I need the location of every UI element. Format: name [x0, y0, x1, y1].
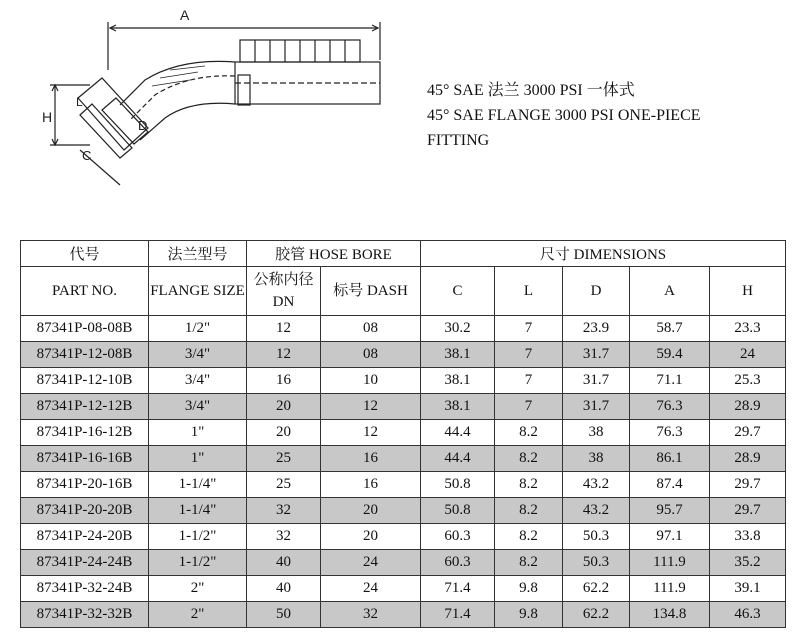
- cell-a: 59.4: [630, 342, 710, 368]
- cell-c: 71.4: [421, 576, 495, 602]
- cell-l: 7: [495, 368, 563, 394]
- label-d: D: [138, 118, 148, 133]
- cell-part-no: 87341P-16-16B: [21, 446, 149, 472]
- table-row: [21, 394, 786, 420]
- cell-l: 7: [495, 394, 563, 420]
- cell-h: 33.8: [710, 524, 786, 550]
- cell-h: 28.9: [710, 394, 786, 420]
- header-a: A: [630, 267, 710, 316]
- cell-flange-size: 2": [149, 576, 247, 602]
- table-header-row-1: [21, 241, 786, 267]
- cell-d: 23.9: [563, 316, 630, 342]
- cell-c: 44.4: [421, 446, 495, 472]
- cell-flange-size: 1-1/4": [149, 498, 247, 524]
- header-flange-type: 法兰型号: [149, 241, 247, 267]
- header-part-no: PART NO.: [21, 267, 149, 316]
- cell-h: 24: [710, 342, 786, 368]
- cell-dash: 24: [321, 576, 421, 602]
- cell-dn: 12: [247, 342, 321, 368]
- cell-c: 38.1: [421, 368, 495, 394]
- header-dash: 标号 DASH: [321, 267, 421, 316]
- header-dn: 公称内径 DN: [247, 267, 321, 316]
- cell-dn: 20: [247, 420, 321, 446]
- header-flange-size: FLANGE SIZE: [149, 267, 247, 316]
- label-a: A: [180, 7, 190, 23]
- table-row: [21, 446, 786, 472]
- cell-a: 86.1: [630, 446, 710, 472]
- cell-h: 39.1: [710, 576, 786, 602]
- cell-flange-size: 3/4": [149, 342, 247, 368]
- cell-a: 58.7: [630, 316, 710, 342]
- table-row: [21, 342, 786, 368]
- caption-line-en-2: FITTING: [427, 132, 490, 149]
- cell-part-no: 87341P-24-20B: [21, 524, 149, 550]
- cell-d: 31.7: [563, 368, 630, 394]
- spec-table: [20, 240, 786, 628]
- cell-c: 38.1: [421, 342, 495, 368]
- cell-dash: 08: [321, 342, 421, 368]
- cell-a: 71.1: [630, 368, 710, 394]
- cell-c: 50.8: [421, 472, 495, 498]
- cell-flange-size: 1-1/4": [149, 472, 247, 498]
- cell-part-no: 87341P-16-12B: [21, 420, 149, 446]
- cell-l: 9.8: [495, 576, 563, 602]
- cell-dash: 12: [321, 394, 421, 420]
- cell-l: 8.2: [495, 420, 563, 446]
- cell-dash: 20: [321, 498, 421, 524]
- cell-d: 50.3: [563, 550, 630, 576]
- cell-flange-size: 3/4": [149, 368, 247, 394]
- cell-l: 8.2: [495, 446, 563, 472]
- product-caption: [427, 78, 701, 153]
- cell-a: 97.1: [630, 524, 710, 550]
- cell-part-no: 87341P-24-24B: [21, 550, 149, 576]
- table-row: [21, 472, 786, 498]
- cell-dn: 20: [247, 394, 321, 420]
- cell-l: 8.2: [495, 524, 563, 550]
- cell-l: 8.2: [495, 498, 563, 524]
- cell-h: 46.3: [710, 602, 786, 628]
- cell-flange-size: 1-1/2": [149, 550, 247, 576]
- cell-a: 76.3: [630, 420, 710, 446]
- fitting-drawing: [20, 0, 400, 215]
- cell-flange-size: 1": [149, 420, 247, 446]
- cell-h: 35.2: [710, 550, 786, 576]
- cell-part-no: 87341P-08-08B: [21, 316, 149, 342]
- cell-d: 38: [563, 446, 630, 472]
- cell-a: 95.7: [630, 498, 710, 524]
- cell-d: 31.7: [563, 342, 630, 368]
- cell-part-no: 87341P-12-12B: [21, 394, 149, 420]
- cell-c: 38.1: [421, 394, 495, 420]
- cell-h: 29.7: [710, 472, 786, 498]
- crimp-sleeve: [240, 40, 360, 62]
- table-row: [21, 368, 786, 394]
- cell-d: 31.7: [563, 394, 630, 420]
- cell-l: 8.2: [495, 472, 563, 498]
- cell-a: 111.9: [630, 550, 710, 576]
- cell-l: 8.2: [495, 550, 563, 576]
- fitting-body: [120, 61, 380, 140]
- header-hose-bore: 胶管 HOSE BORE: [247, 241, 421, 267]
- cell-h: 25.3: [710, 368, 786, 394]
- header-d: D: [563, 267, 630, 316]
- cell-part-no: 87341P-32-32B: [21, 602, 149, 628]
- table-row: [21, 498, 786, 524]
- caption-line-en: 45° SAE FLANGE 3000 PSI ONE-PIECE: [427, 107, 701, 124]
- cell-dn: 25: [247, 446, 321, 472]
- cell-dash: 16: [321, 446, 421, 472]
- cell-dash: 16: [321, 472, 421, 498]
- cell-dn: 50: [247, 602, 321, 628]
- cell-dn: 40: [247, 576, 321, 602]
- cell-part-no: 87341P-20-20B: [21, 498, 149, 524]
- cell-a: 87.4: [630, 472, 710, 498]
- cell-dn: 32: [247, 524, 321, 550]
- cell-dash: 32: [321, 602, 421, 628]
- table-row: [21, 550, 786, 576]
- cell-d: 43.2: [563, 498, 630, 524]
- cell-a: 134.8: [630, 602, 710, 628]
- cell-dn: 16: [247, 368, 321, 394]
- cell-d: 62.2: [563, 602, 630, 628]
- header-code: 代号: [21, 241, 149, 267]
- cell-d: 43.2: [563, 472, 630, 498]
- cell-dn: 40: [247, 550, 321, 576]
- cell-part-no: 87341P-12-08B: [21, 342, 149, 368]
- cell-l: 7: [495, 342, 563, 368]
- cell-h: 28.9: [710, 446, 786, 472]
- cell-h: 29.7: [710, 498, 786, 524]
- label-c: C: [82, 148, 92, 163]
- cell-dash: 10: [321, 368, 421, 394]
- cell-dn: 32: [247, 498, 321, 524]
- cell-h: 29.7: [710, 420, 786, 446]
- cell-dash: 24: [321, 550, 421, 576]
- cell-part-no: 87341P-32-24B: [21, 576, 149, 602]
- table-row: [21, 602, 786, 628]
- table-header-row-2: [21, 267, 786, 316]
- cell-a: 111.9: [630, 576, 710, 602]
- header-l: L: [495, 267, 563, 316]
- cell-flange-size: 3/4": [149, 394, 247, 420]
- cell-d: 62.2: [563, 576, 630, 602]
- table-row: [21, 420, 786, 446]
- cell-c: 60.3: [421, 524, 495, 550]
- cell-c: 60.3: [421, 550, 495, 576]
- caption-line-cn: 45° SAE 法兰 3000 PSI 一体式: [427, 82, 635, 99]
- table-row: [21, 576, 786, 602]
- table-row: [21, 524, 786, 550]
- cell-d: 38: [563, 420, 630, 446]
- cell-l: 7: [495, 316, 563, 342]
- cell-flange-size: 2": [149, 602, 247, 628]
- cell-c: 44.4: [421, 420, 495, 446]
- cell-flange-size: 1": [149, 446, 247, 472]
- cell-a: 76.3: [630, 394, 710, 420]
- cell-l: 9.8: [495, 602, 563, 628]
- header-h: H: [710, 267, 786, 316]
- cell-flange-size: 1-1/2": [149, 524, 247, 550]
- cell-dash: 08: [321, 316, 421, 342]
- cell-h: 23.3: [710, 316, 786, 342]
- cell-dash: 20: [321, 524, 421, 550]
- cell-part-no: 87341P-20-16B: [21, 472, 149, 498]
- cell-part-no: 87341P-12-10B: [21, 368, 149, 394]
- cell-d: 50.3: [563, 524, 630, 550]
- cell-c: 50.8: [421, 498, 495, 524]
- cell-flange-size: 1/2": [149, 316, 247, 342]
- label-l: L: [76, 95, 83, 109]
- cell-dash: 12: [321, 420, 421, 446]
- cell-dn: 12: [247, 316, 321, 342]
- cell-dn: 25: [247, 472, 321, 498]
- cell-c: 71.4: [421, 602, 495, 628]
- cell-c: 30.2: [421, 316, 495, 342]
- label-h: H: [42, 109, 53, 125]
- header-c: C: [421, 267, 495, 316]
- table-row: [21, 316, 786, 342]
- header-dimensions: 尺寸 DIMENSIONS: [421, 241, 786, 267]
